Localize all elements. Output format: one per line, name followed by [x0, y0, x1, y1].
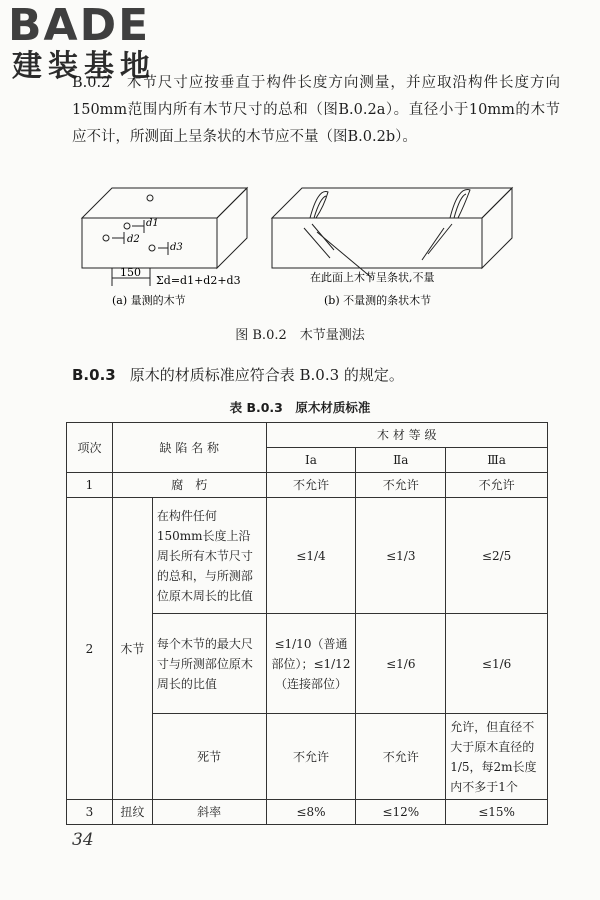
table-row [67, 800, 548, 825]
table-cell: ≤1/4 [266, 498, 356, 614]
header-item: 项次 [67, 423, 113, 473]
dimension-150-label: 150 [120, 266, 141, 279]
defect-group: 木节 [112, 498, 152, 800]
caption-b: (b) 不量测的条状木节 [324, 294, 432, 307]
strip-knot-note: 在此面上木节呈条状,不量 [310, 271, 435, 284]
log-quality-table [66, 422, 548, 825]
figure-b-block [272, 188, 512, 278]
d1-label: d1 [146, 218, 159, 229]
table-row [67, 498, 548, 614]
table-cell: ≤1/3 [356, 498, 446, 614]
table-cell: ≤1/10（普通部位）；≤1/12（连接部位） [266, 614, 356, 714]
figure-a-block [82, 188, 247, 286]
table-header-row [67, 423, 548, 448]
defect-name: 死节 [152, 714, 266, 800]
d3-label: d3 [170, 242, 183, 253]
row-number: 1 [67, 473, 113, 498]
wood-knot-measurement-figure [72, 178, 542, 326]
grade-2: Ⅱa [356, 448, 446, 473]
defect-name: 腐 朽 [112, 473, 266, 498]
knot-d2 [103, 235, 109, 241]
defect-name: 在构件任何150mm长度上沿周长所有木节尺寸的总和，与所测部位原木周长的比值 [152, 498, 266, 614]
sum-formula-label: Σd=d1+d2+d3 [156, 274, 241, 287]
table-cell: 不允许 [266, 714, 356, 800]
clause-b03 [72, 364, 404, 385]
grade-1: Ⅰa [266, 448, 356, 473]
clause-b02-paragraph: B.0.2 木节尺寸应按垂直于构件长度方向测量，并应取沿构件长度方向150mm范围内所有木节尺寸的总和（图B.0.2a）。直径小于10mm的木节应不计，所测面上呈条状的木节应不量（图B.0.2b）。 [72, 75, 560, 145]
knot-d1 [124, 223, 130, 229]
knot-d3 [149, 245, 155, 251]
row-number: 2 [67, 498, 113, 800]
header-grade: 木 材 等 级 [266, 423, 547, 448]
table-cell: ≤8% [266, 800, 356, 825]
table-cell: 不允许 [356, 473, 446, 498]
knot-top [147, 195, 153, 201]
strip-knot-right [450, 190, 470, 218]
table-cell: ≤2/5 [446, 498, 548, 614]
table-cell: 不允许 [446, 473, 548, 498]
defect-group: 扭纹 [112, 800, 152, 825]
row-number: 3 [67, 800, 113, 825]
header-defect: 缺 陷 名 称 [112, 423, 266, 473]
clause-text: 原木的材质标准应符合表 B.0.3 的规定。 [129, 366, 404, 384]
defect-name: 每个木节的最大尺寸与所测部位原木周长的比值 [152, 614, 266, 714]
defect-name: 斜率 [152, 800, 266, 825]
table-cell: 不允许 [356, 714, 446, 800]
brand-subtitle: 建装基地 [12, 49, 156, 84]
table-cell: 不允许 [266, 473, 356, 498]
brand-logo: BADE [8, 0, 151, 51]
d2-label: d2 [127, 234, 140, 245]
table-cell: 允许，但直径不大于原木直径的1/5，每2m长度内不多于1个 [446, 714, 548, 800]
table-cell: ≤15% [446, 800, 548, 825]
caption-a: (a) 量测的木节 [112, 294, 186, 307]
page-number: 34 [72, 830, 94, 850]
figure-caption: 图 B.0.2 木节量测法 [235, 328, 365, 343]
grade-3: Ⅲa [446, 448, 548, 473]
table-cell: ≤1/6 [446, 614, 548, 714]
table-cell: ≤1/6 [356, 614, 446, 714]
table-title: 表 B.0.3 原木材质标准 [229, 400, 371, 415]
table-cell: ≤12% [356, 800, 446, 825]
table-row [67, 473, 548, 498]
clause-number: B.0.3 [72, 366, 116, 384]
